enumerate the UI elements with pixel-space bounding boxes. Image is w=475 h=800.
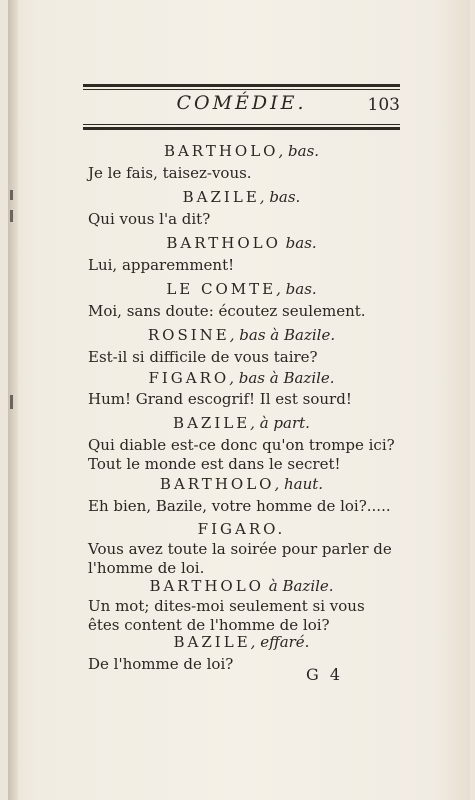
dialogue-line: Lui, apparemment! (88, 256, 235, 274)
header-rule-top (83, 84, 400, 87)
speaker-label: BARTHOLO, haut. (159, 475, 324, 493)
header-rule-bottom (83, 127, 400, 130)
dialogue-line: Hum! Grand escogrif! Il est sourd! (88, 390, 352, 408)
speaker-label: ROSINE, bas à Bazile. (147, 326, 336, 344)
speaker-label: BAZILE, à part. (173, 414, 310, 432)
speaker-label: BAZILE, effaré. (173, 633, 310, 651)
header-rule-top-thin (83, 89, 400, 90)
edge-mark (10, 190, 13, 200)
edge-mark (10, 395, 13, 409)
header-rule-bottom-thin (83, 124, 400, 125)
dialogue-line: Qui diable est-ce donc qu'on trompe ici? Tout le monde est dans le secret! (88, 436, 395, 473)
dialogue-line: Est-il si difficile de vous taire? (88, 348, 318, 366)
signature-mark: G 4 (305, 665, 343, 684)
edge-mark (10, 210, 13, 222)
speaker-label: BARTHOLO à Bazile. (149, 577, 334, 595)
dialogue-line: Un mot; dites-moi seulement si vous êtes content de l'homme de loi? (88, 597, 365, 634)
dialogue-line: Eh bien, Bazile, votre homme de loi?..... (88, 497, 391, 515)
dialogue-line: Je le fais, taisez-vous. (88, 164, 252, 182)
dialogue-line: Moi, sans doute: écoutez seulement. (88, 302, 366, 320)
speaker-label: LE COMTE, bas. (166, 280, 317, 298)
dialogue-line: Vous avez toute la soirée pour parler de l'homme de loi. (88, 540, 392, 577)
dialogue-line: De l'homme de loi? (88, 655, 234, 673)
dialogue-line: Qui vous l'a dit? (88, 210, 211, 228)
speaker-label: BARTHOLO, bas. (163, 142, 320, 160)
speaker-label: BARTHOLO bas. (166, 234, 317, 252)
speaker-label: BAZILE, bas. (182, 188, 301, 206)
speaker-label: FIGARO. (197, 520, 286, 538)
speaker-label: FIGARO, bas à Bazile. (148, 369, 335, 387)
running-title: COMÉDIE. (176, 92, 307, 114)
page-number: 103 (367, 95, 400, 115)
